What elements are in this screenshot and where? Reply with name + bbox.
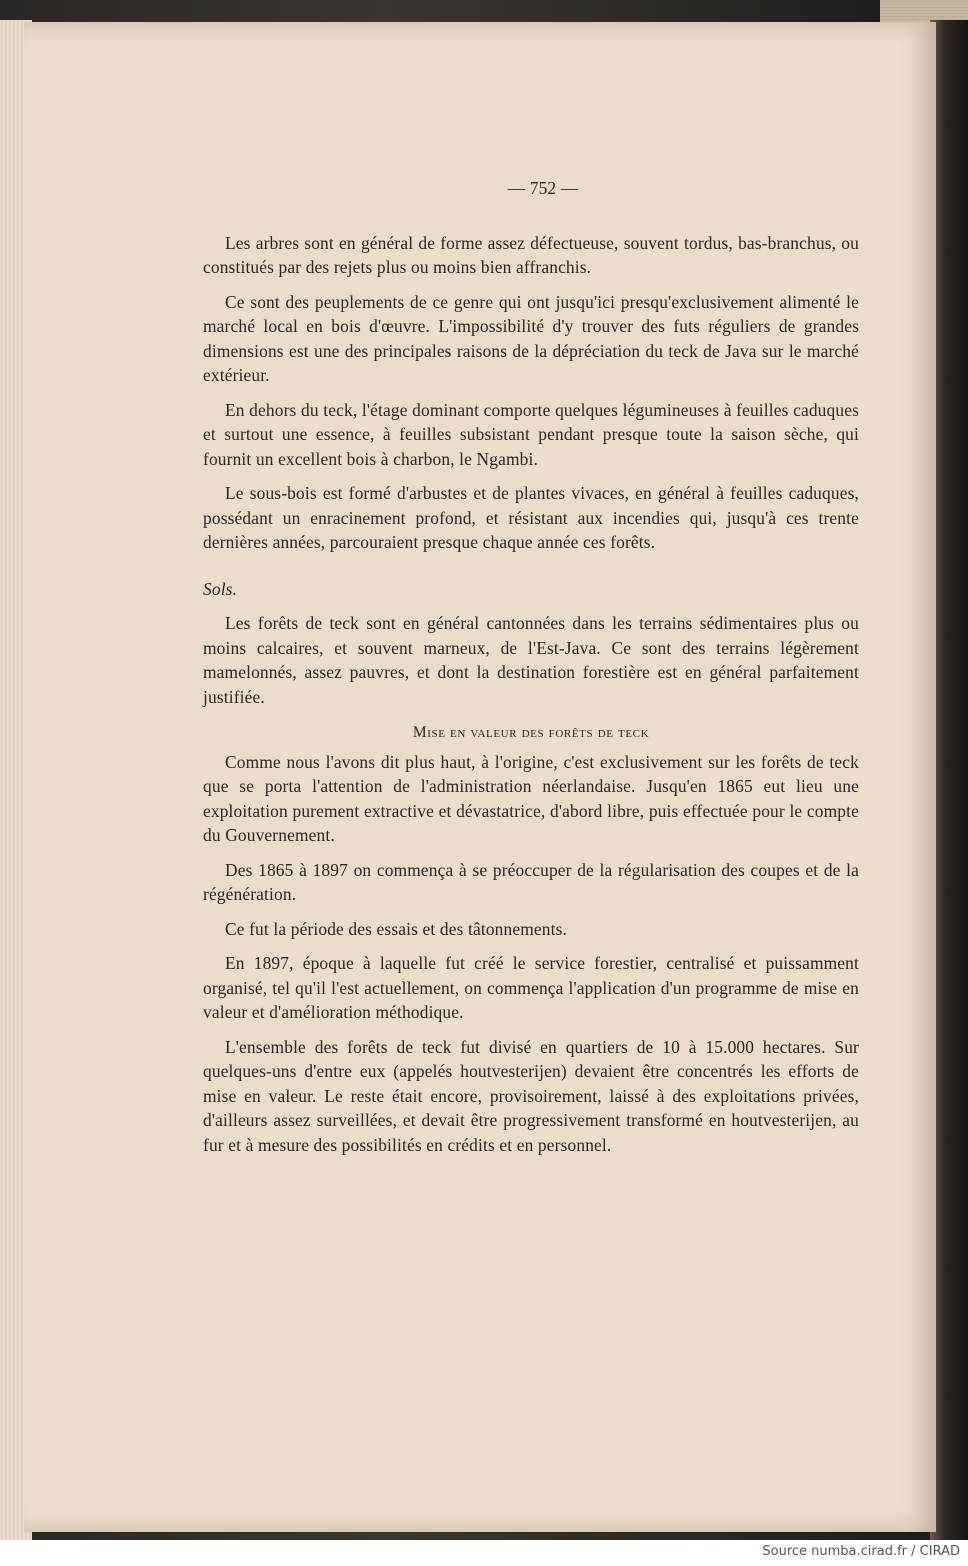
- paragraph: Les arbres sont en général de forme assez défectueuse, souvent tordus, bas-branchus, ou constitués par des rejets plus ou moins bien affranchis.: [203, 232, 859, 277]
- paragraph: Ce fut la période des essais et des tâtonnements.: [225, 918, 568, 939]
- paragraph: Le sous-bois est formé d'arbustes et de plantes vivaces, en général à feuilles caduques, possédant un enracinement profond, et résistant aux incendies qui, jusqu'à ces trente dernières années, parcouraient presque chaque année ces forêts.: [203, 483, 859, 552]
- page-text: [203, 176, 859, 1167]
- section-heading-sols: Sols.: [203, 578, 238, 599]
- paragraph: Des 1865 à 1897 on commença à se préoccuper de la régularisation des coupes et de la régénération.: [203, 859, 859, 904]
- section-heading-mise-en-valeur: Mise en valeur des forêts de teck: [412, 724, 650, 741]
- page-number: — 752 —: [507, 178, 579, 198]
- paragraph: Comme nous l'avons dit plus haut, à l'origine, c'est exclusivement sur les forêts de teck que se porta l'attention de l'administration néerlandaise. Jusqu'en 1865 eut lieu une exploitation purement extractive et dévastatrice, d'abord libre, puis effectuée pour le compte du Gouvernement.: [203, 751, 859, 845]
- source-credit: Source numba.cirad.fr / CIRAD: [762, 1544, 960, 1559]
- paragraph: Ce sont des peuplements de ce genre qui ont jusqu'ici presqu'exclusivement alimenté le marché local en bois d'œuvre. L'impossibilité d'y trouver des futs réguliers de grandes dimensions est une des principales raisons de la dépréciation du teck de Java sur le marché extérieur.: [203, 291, 859, 385]
- paragraph: En dehors du teck, l'étage dominant comporte quelques légumineuses à feuilles caduques et surtout une essence, à feuilles subsistant pendant presque toute la saison sèche, qui fournit un excellent bois à charbon, le Ngambi.: [203, 399, 859, 469]
- paragraph: Les forêts de teck sont en général cantonnées dans les terrains sédimentaires plus ou moins calcaires, et souvent marneux, de l'Est-Java. Ce sont des terrains légèrement mamelonnés, assez pauvres, et dont la destination forestière est en général parfaitement justifiée.: [203, 613, 859, 707]
- paragraph: L'ensemble des forêts de teck fut divisé en quartiers de 10 à 15.000 hectares. Sur quelques-uns d'entre eux (appelés houtvesterijen) devaient être concentrés les efforts de mise en valeur. Le reste était encore, provisoirement, laissé à des exploitations privées, d'ailleurs assez surveillées, et devait être progressivement transformé en houtvesterijen, au fur et à mesure des possibilités en crédits et en personnel.: [203, 1036, 859, 1155]
- paragraph: En 1897, époque à laquelle fut créé le service forestier, centralisé et puissamment organisé, tel qu'il l'est actuellement, on commença l'application d'un programme de mise en valeur et d'amélioration méthodique.: [203, 953, 859, 1022]
